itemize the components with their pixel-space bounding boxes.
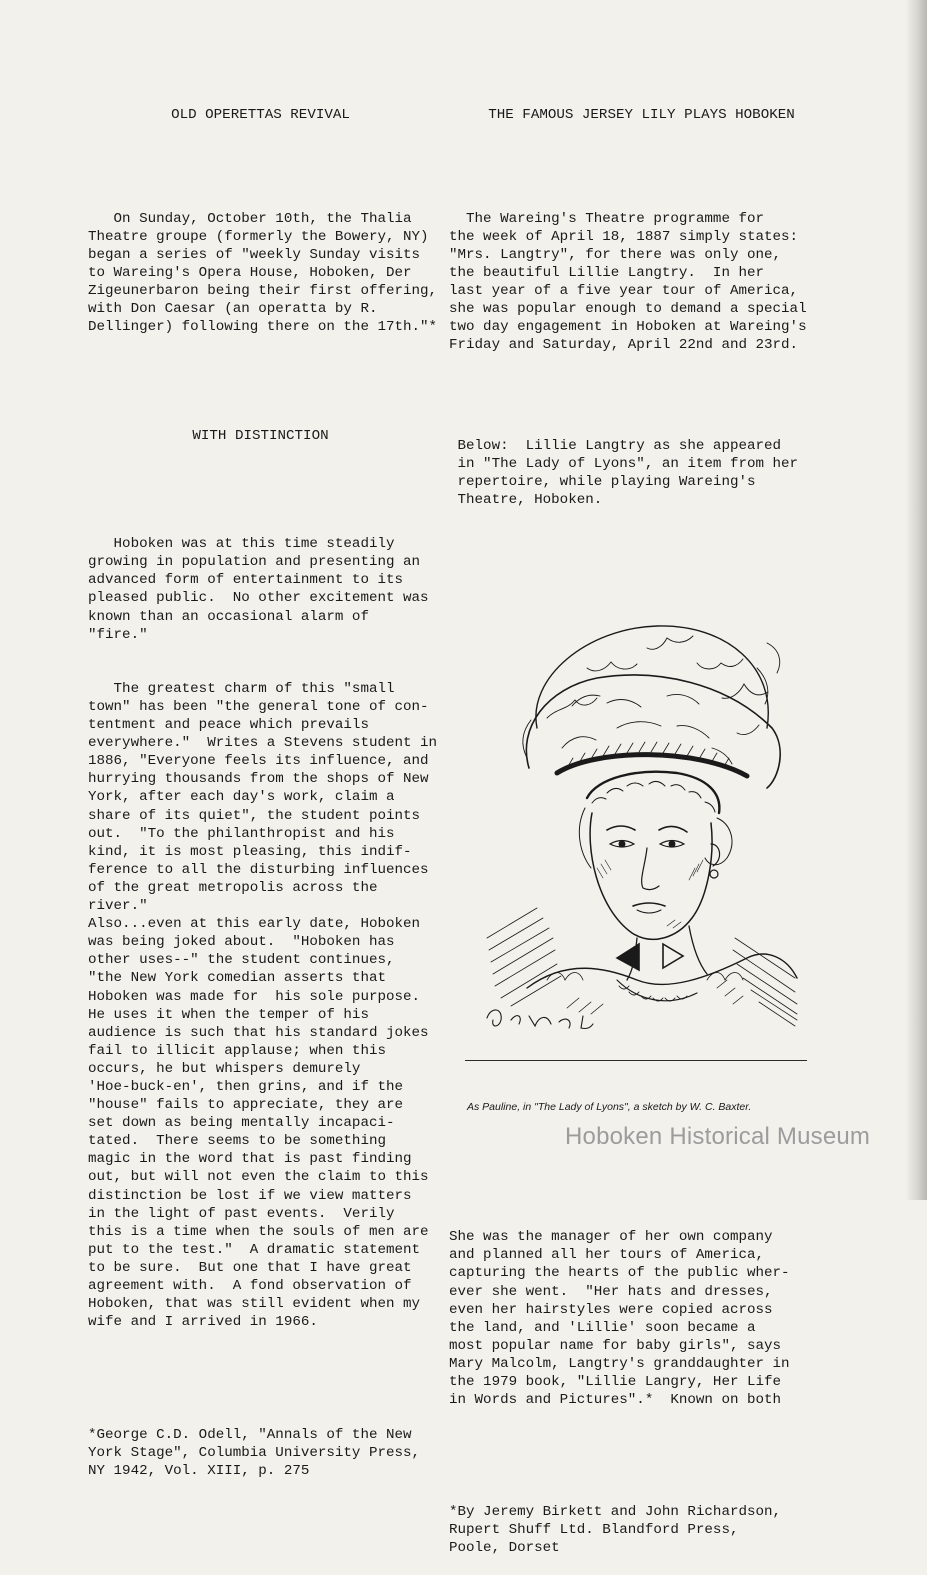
- heading-old-operettas: OLD OPERETTAS REVIVAL: [171, 107, 350, 124]
- collar-ruffles: [547, 972, 743, 980]
- portrait-sketch-svg: [467, 608, 827, 1058]
- face-outline: [590, 813, 712, 939]
- figure-caption: As Pauline, in "The Lady of Lyons", a sketch by W. C. Baxter.: [467, 1100, 752, 1113]
- footnote-birkett: *By Jeremy Birkett and John Richardson, Rupert Shuff Ltd. Blandford Press, Poole, Dorset: [449, 1503, 782, 1556]
- signature-scribble: [487, 1010, 570, 1028]
- hat-crown-outline: [536, 626, 768, 728]
- nose: [642, 848, 659, 890]
- right-pupil: [669, 841, 675, 847]
- paragraph-below-caption-intro: Below: Lillie Langtry as she appeared in "The Lady of Lyons", an item from her repertoire, while playing Wareing's Theatre, Hoboken.: [457, 437, 799, 509]
- paragraph-operettas: On Sunday, October 10th, the Thalia Theatre groupe (formerly the Bowery, NY) began a series of "weekly Sunday visits to Wareing's Opera House, Hoboken, Der Zigeunerbaron being their first offering, with Don Caesar (an operatta by R. Dellinger) following there on the 17th."*: [88, 210, 438, 336]
- paragraph-langtry-programme: The Wareing's Theatre programme for the week of April 18, 1887 simply states: "Mrs. Langtry", for there was only one, the beautiful Lillie Langtry. In her last year of a five year tour of America, she was popular enough to demand a special two day engagement in Hoboken at Wareing's Friday and Saturday, April 22nd and 23rd.: [449, 210, 807, 354]
- dress-hatching: [487, 908, 797, 1026]
- paragraph-manager-tours: She was the manager of her own company and planned all her tours of America, capturing the hearts of the public wher- ever she went. "Her hats and dresses, even her hairstyles were copied across the land, and 'Lillie' soon became a most popular name for baby girls", says Mary Malcolm, Langtry's granddaughter in the 1979 book, "Lillie Langry, Her Life in Words and Pictures".* Known on both: [449, 1229, 790, 1409]
- left-eyebrow: [607, 826, 635, 830]
- signature-mark: [581, 1016, 593, 1029]
- bow-right: [663, 944, 683, 968]
- langtry-portrait-illustration: [467, 571, 827, 1021]
- heading-jersey-lily: THE FAMOUS JERSEY LILY PLAYS HOBOKEN: [488, 107, 795, 124]
- mouth-lower: [637, 910, 661, 913]
- left-pupil: [619, 841, 625, 847]
- hat-plume-texture: [523, 636, 780, 764]
- heading-with-distinction: WITH DISTINCTION: [192, 427, 329, 444]
- hair-fringe: [587, 771, 719, 812]
- paragraph-small-town-charm: The greatest charm of this "small town" has been "the general tone of con- tentment and peace which prevails everywhere." Writes a Stevens student in 1886, "Everyone feels its influence, and hurrying thousands from the shops of New York, after each day's work, claim a share of its quiet", the student points out. "To the philanthropist and his kind, it is most pleasing, this indif- ference to all the disturbing influences of the great metropolis across the river." Also...even at this early date, Hoboken was being joked about. "Hoboken has other uses--" the student continues, "the New York comedian asserts that Hoboken was made for his sole purpose. He uses it when the temper of his audience is such that his standard jokes fail to illicit applause; when this occurs, he but whispers demurely 'Hoe-buck-en', then grins, and if the "house" fails to appreciate, they are set down as being mentally incapaci- tated. There seems to be something magic in the word that is past finding out, but will not even the claim to this distinction be lost if we view matters in the light of past events. Verily this is a time when the souls of men are put to the test." A dramatic statement to be sure. But one that I have great agreement with. A fond observation of Hoboken, that was still evident when my wife and I arrived in 1966.: [88, 680, 438, 1331]
- page-edge-shadow: [905, 0, 927, 1200]
- neck-right: [689, 926, 707, 974]
- right-column: [449, 70, 834, 1575]
- footnote-odell: *George C.D. Odell, "Annals of the New York Stage", Columbia University Press, NY 1942, Vol. XIII, p. 275: [88, 1426, 421, 1479]
- earring: [710, 870, 718, 878]
- bow-left: [617, 944, 639, 970]
- lace-collar-scallops: [619, 986, 687, 1001]
- shoulders-outline: [527, 954, 797, 988]
- left-column: [88, 70, 443, 1498]
- right-eyebrow: [659, 826, 687, 832]
- face-shading: [597, 860, 703, 928]
- hair-curls: [579, 781, 732, 868]
- museum-watermark: Hoboken Historical Museum: [565, 1123, 871, 1150]
- mouth-upper: [633, 903, 665, 906]
- paragraph-hoboken-growth: Hoboken was at this time steadily growing in population and presenting an advanced form of entertainment to its pleased public. No other excitement was known than an occasional alarm of "fire.": [88, 536, 429, 643]
